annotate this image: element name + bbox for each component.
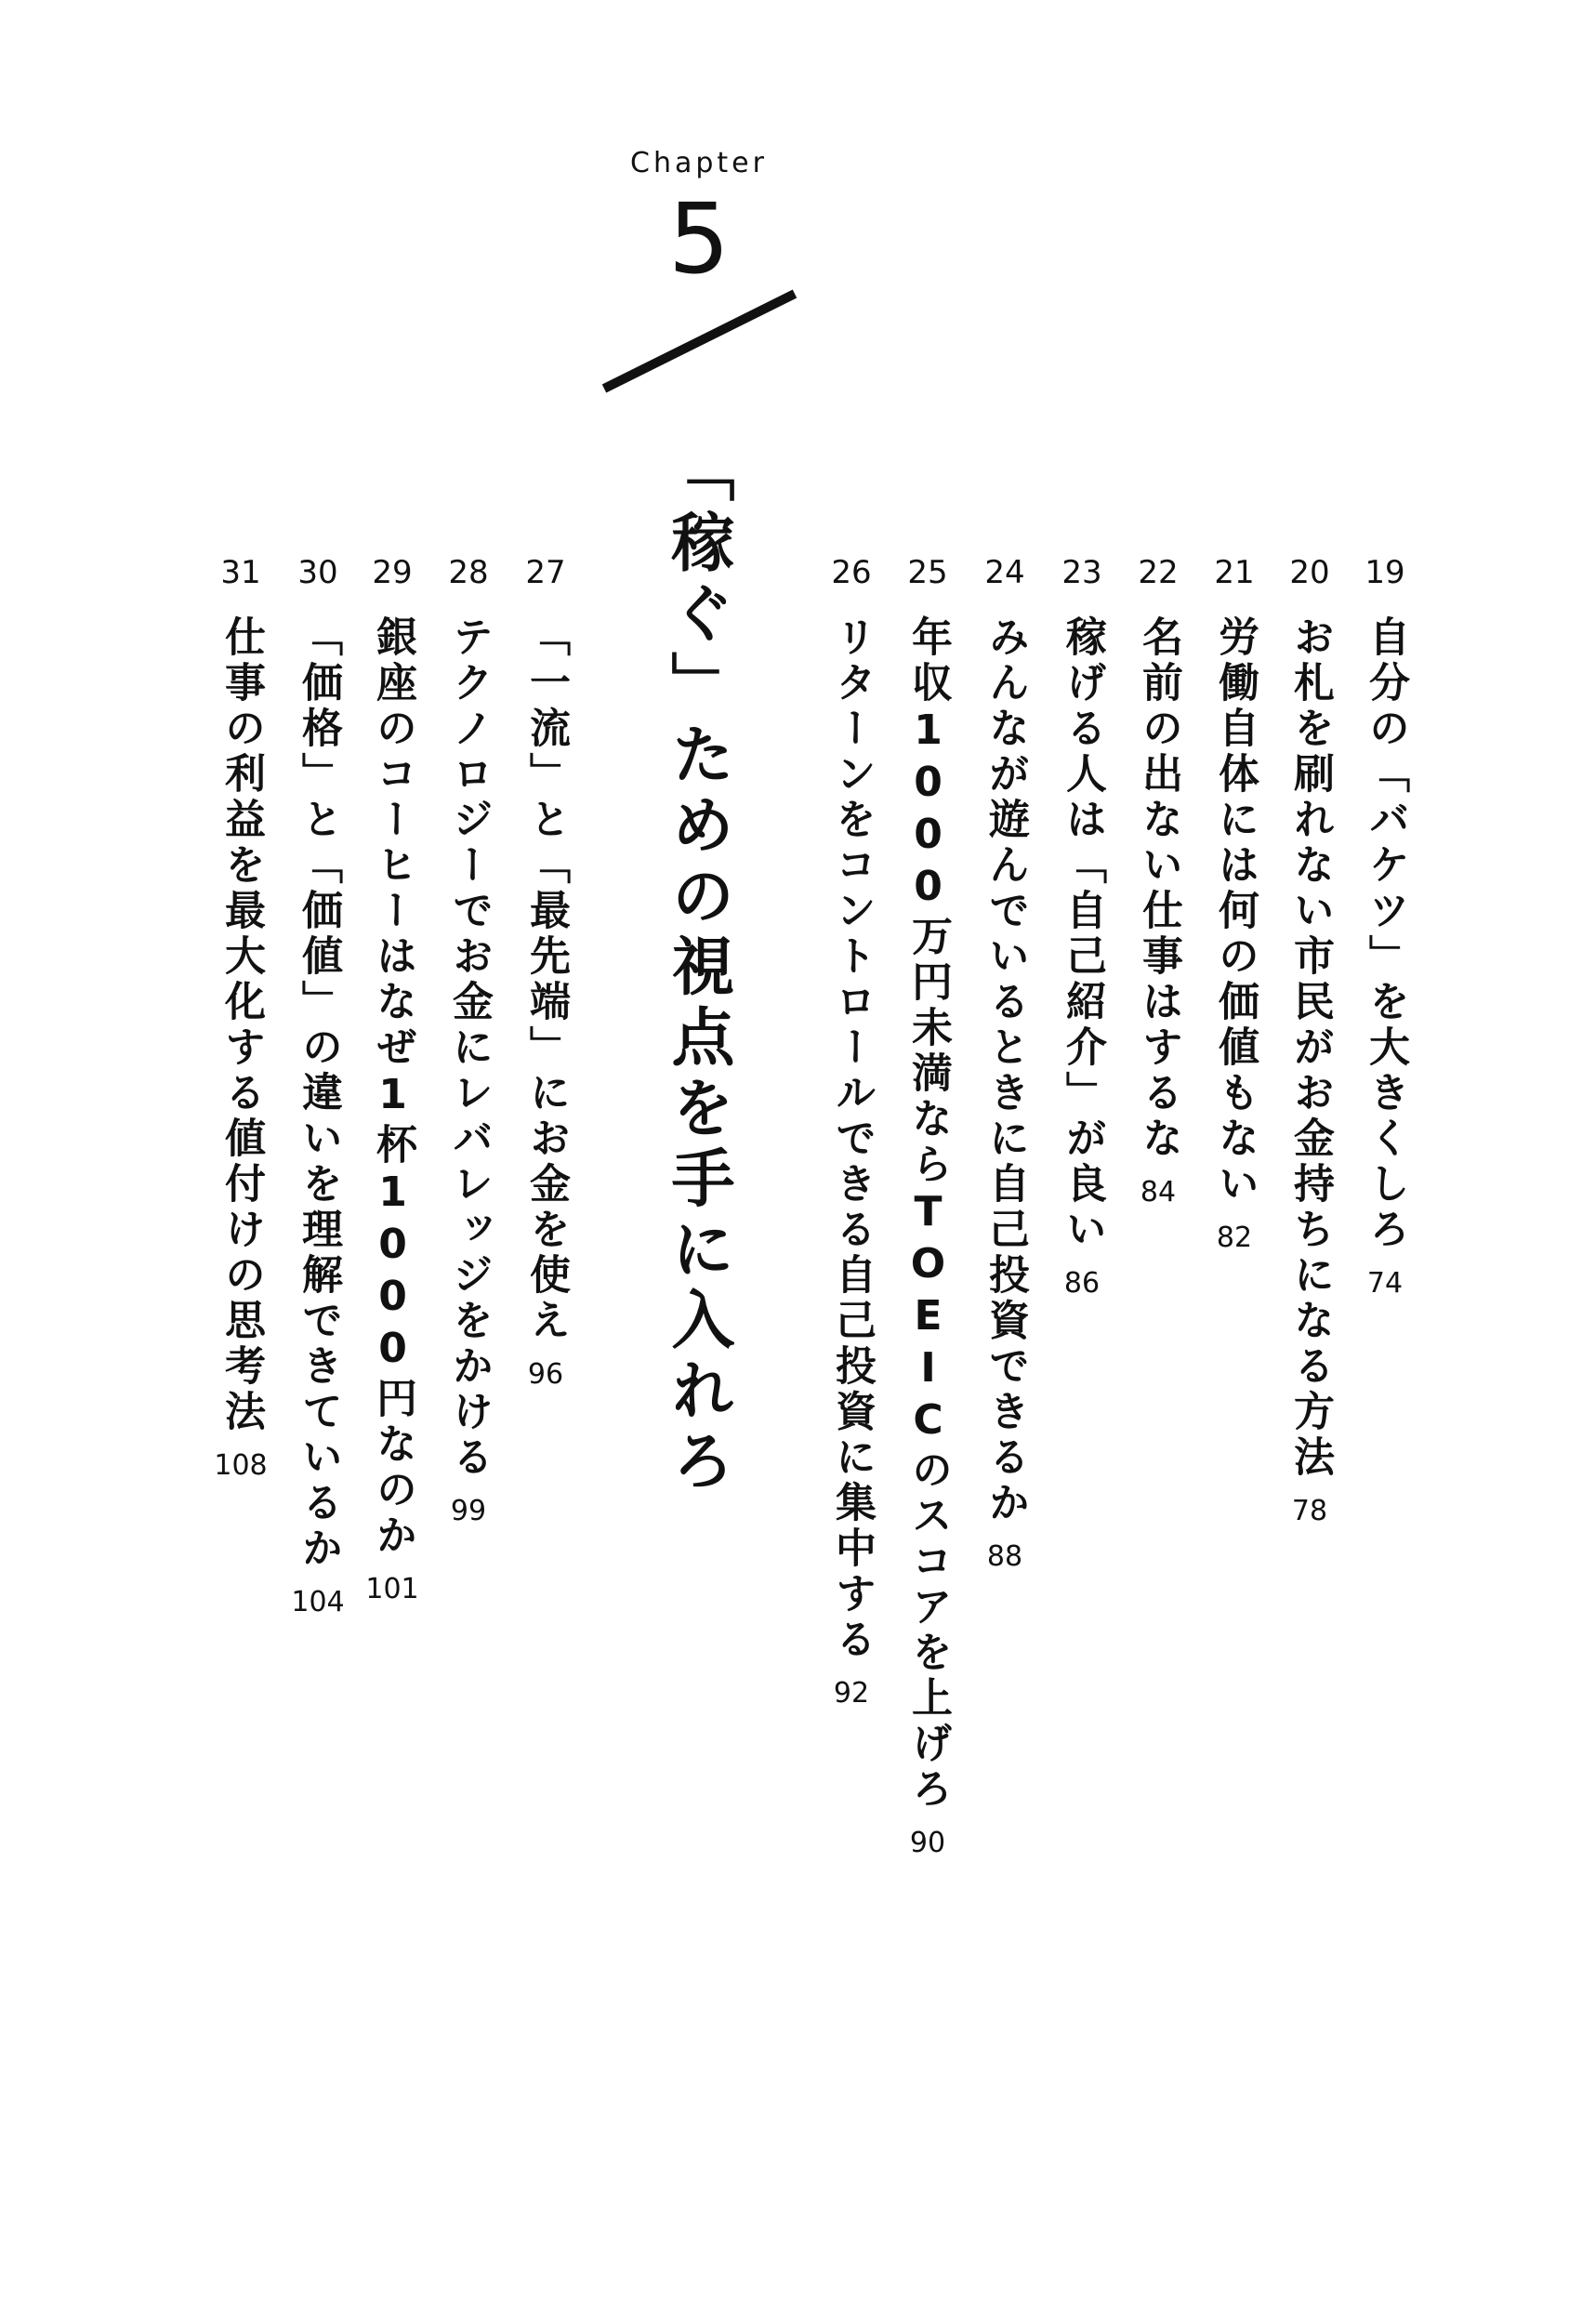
chapter-number: 5 xyxy=(667,182,731,296)
toc-entry-page: 99 xyxy=(450,1495,487,1527)
toc-entry-page: 84 xyxy=(1140,1176,1177,1208)
toc-entry-page: 108 xyxy=(214,1449,268,1482)
chapter-title: 「稼ぐ」ための視点を手に入れろ xyxy=(661,439,734,1499)
toc-entry-title: お札を刷れない市民がお金持ちになる方法 xyxy=(1286,615,1334,1481)
toc-entry-page: 74 xyxy=(1366,1267,1404,1300)
toc-entry-number: 29 xyxy=(372,554,413,591)
toc-entry-title: みんなが遊んでいるときに自己投資できるか xyxy=(982,615,1029,1526)
toc-entry-title: 労働自体には何の価値もない xyxy=(1211,615,1259,1208)
toc-entry-page: 82 xyxy=(1216,1221,1253,1254)
toc-entry-number: 30 xyxy=(297,554,338,591)
toc-entry-title: 仕事の利益を最大化する値付けの思考法 xyxy=(218,615,265,1435)
toc-entry-page: 78 xyxy=(1291,1495,1328,1527)
chapter-label: Chapter xyxy=(630,147,768,179)
toc-entry-page: 101 xyxy=(365,1573,419,1605)
toc-entry-title: 名前の出ない仕事はするな xyxy=(1135,615,1182,1162)
toc-entry-title: テクノロジーでお金にレバレッジをかける xyxy=(445,615,493,1481)
toc-entry-page: 92 xyxy=(833,1677,870,1710)
toc-entry-number: 22 xyxy=(1138,554,1179,591)
toc-entry-number: 28 xyxy=(448,554,489,591)
toc-entry-title: 銀座のコーヒーはなぜ1杯1000円なのか xyxy=(369,615,416,1559)
toc-entry-page: 96 xyxy=(527,1358,564,1391)
toc-entry-number: 31 xyxy=(220,554,261,591)
toc-entry-number: 25 xyxy=(907,554,948,591)
toc-entry-number: 26 xyxy=(831,554,872,591)
toc-entry-page: 104 xyxy=(291,1586,345,1618)
toc-entry-page: 88 xyxy=(986,1540,1023,1573)
toc-entry-title: 自分の「バケツ」を大きくしろ xyxy=(1362,615,1409,1253)
toc-entry-number: 21 xyxy=(1214,554,1255,591)
toc-entry-title: 年収1000万円未満ならTOEICのスコアを上げろ xyxy=(904,615,952,1813)
toc-entry-number: 19 xyxy=(1364,554,1405,591)
toc-entry-title: 稼げる人は「自己紹介」が良い xyxy=(1059,615,1106,1253)
toc-entry-number: 20 xyxy=(1289,554,1330,591)
toc-entry-page: 86 xyxy=(1063,1267,1101,1300)
toc-entry-number: 27 xyxy=(525,554,566,591)
toc-entry-title: リターンをコントロールできる自己投資に集中する xyxy=(828,615,876,1663)
chapter-slash-divider xyxy=(0,0,1582,465)
toc-entry-page: 90 xyxy=(909,1827,946,1859)
toc-entry-number: 24 xyxy=(984,554,1025,591)
toc-entry-title: 「一流」と「最先端」にお金を使え xyxy=(522,615,570,1344)
toc-entry-title: 「価格」と「価値」の違いを理解できているか xyxy=(295,615,342,1572)
toc-entry-number: 23 xyxy=(1061,554,1102,591)
